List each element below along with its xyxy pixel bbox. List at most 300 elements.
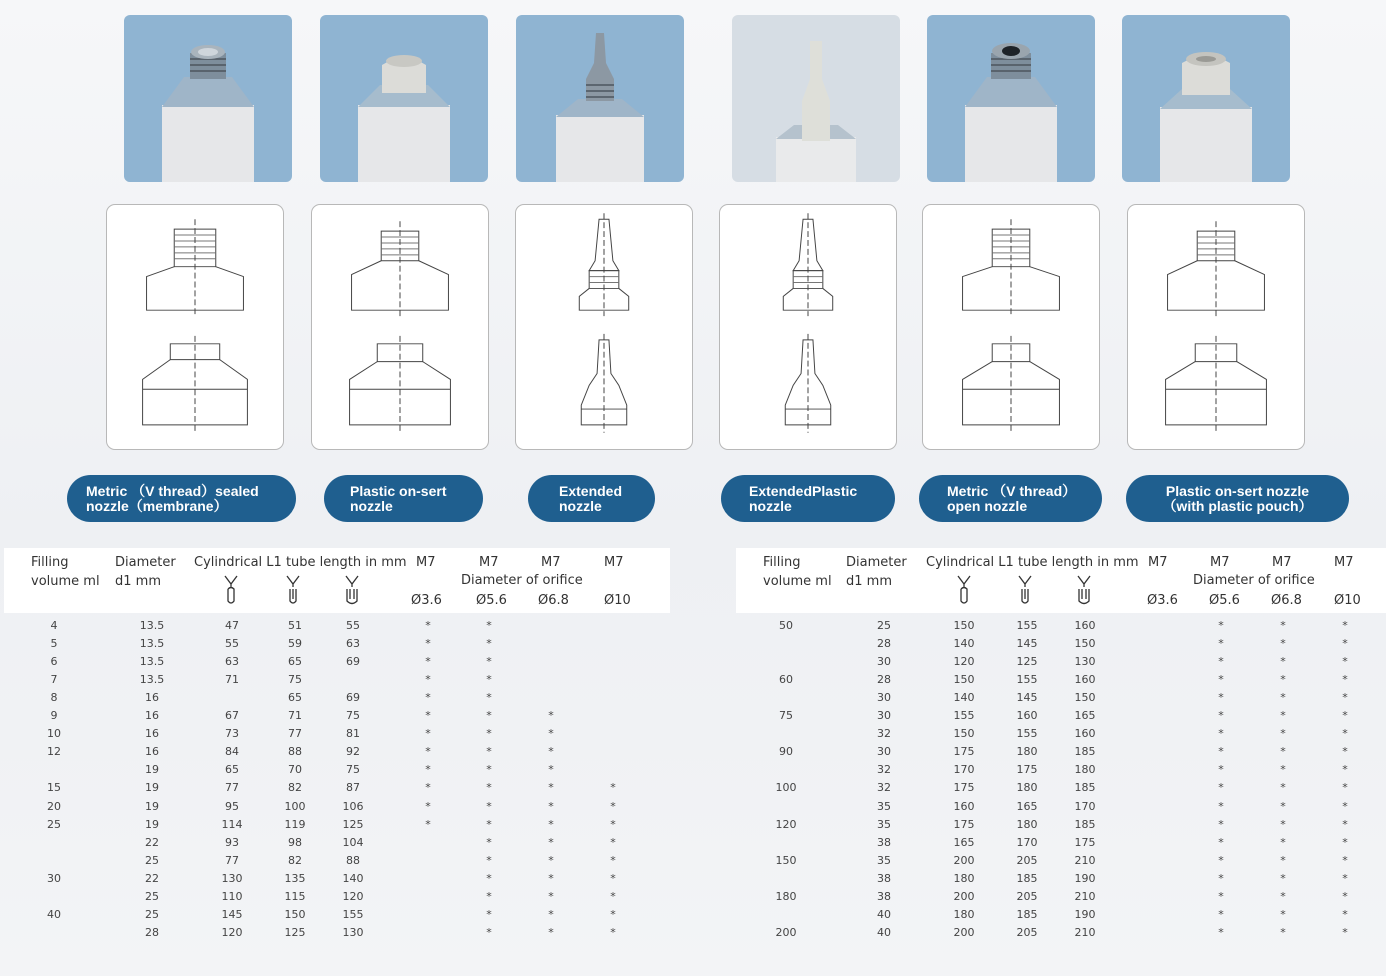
cell-length-1: 145	[221, 907, 243, 921]
cell-d68: *	[1280, 727, 1286, 741]
cell-volume: 12	[47, 745, 61, 759]
cell-length-3: 170	[1074, 799, 1096, 813]
cell-length-3: 140	[342, 871, 364, 885]
cell-length-2: 205	[1016, 889, 1038, 903]
cell-length-2: 205	[1016, 925, 1038, 939]
cell-length-3: 150	[1074, 691, 1096, 705]
cell-length-3: 125	[342, 817, 364, 831]
cell-d68: *	[548, 853, 554, 867]
table-row	[0, 852, 640, 870]
cell-length-2: 125	[284, 925, 306, 939]
cell-d56: *	[1218, 853, 1224, 867]
label-extended-plastic-nozzle[interactable]	[721, 475, 895, 522]
cell-volume: 15	[47, 781, 61, 795]
cell-length-1: 73	[225, 727, 239, 741]
cell-d68: *	[1280, 925, 1286, 939]
cell-d68: *	[548, 817, 554, 831]
header-filling: Filling	[31, 555, 69, 570]
cell-diameter: 16	[145, 709, 159, 723]
cell-d10: *	[1342, 673, 1348, 687]
photo-plastic-onsert-pouch-nozzle	[1122, 15, 1290, 182]
cell-diameter: 35	[877, 853, 891, 867]
table-row	[732, 635, 1372, 653]
cell-d68: *	[1280, 835, 1286, 849]
label-line-2: open nozzle	[947, 498, 1028, 514]
cell-d68: *	[1280, 781, 1286, 795]
header-m7: M7	[541, 555, 561, 570]
cell-length-1: 130	[221, 871, 243, 885]
table-row	[0, 834, 640, 852]
cell-length-3: 210	[1074, 925, 1096, 939]
cell-d56: *	[486, 619, 492, 632]
cell-d68: *	[1280, 889, 1286, 903]
header-d56: Ø5.6	[476, 593, 507, 608]
cell-volume: 150	[775, 853, 797, 867]
cell-length-1: 150	[953, 727, 975, 741]
cell-diameter: 30	[877, 655, 891, 669]
cell-d68: *	[1280, 763, 1286, 777]
cell-d56: *	[486, 889, 492, 903]
label-line-2: （with plastic pouch）	[1162, 498, 1313, 514]
label-line-2: nozzle	[350, 498, 393, 514]
cell-d68: *	[1280, 673, 1286, 687]
cell-d68: *	[1280, 691, 1286, 705]
clip-icon	[345, 575, 359, 605]
cell-length-3: 87	[346, 781, 360, 795]
label-line-1: Plastic on-sert nozzle	[1165, 483, 1310, 499]
table-row	[732, 924, 1372, 942]
cell-diameter: 35	[877, 817, 891, 831]
cell-d56: *	[1218, 871, 1224, 885]
cell-d68: *	[548, 925, 554, 939]
table-row	[732, 834, 1372, 852]
cell-length-2: 165	[1016, 799, 1038, 813]
cell-d56: *	[486, 727, 492, 741]
cell-d68: *	[1280, 619, 1286, 632]
cell-length-2: 135	[284, 871, 306, 885]
cell-diameter: 28	[877, 637, 891, 651]
header-filling: Filling	[763, 555, 801, 570]
header-volume: volume ml	[763, 574, 832, 589]
cell-length-1: 140	[953, 691, 975, 705]
label-line-1: Extended	[559, 483, 623, 499]
cell-length-3: 88	[346, 853, 360, 867]
cell-d68: *	[548, 727, 554, 741]
cell-length-1: 110	[221, 889, 243, 903]
cell-diameter: 32	[877, 727, 891, 741]
drawing-metric-open-nozzle	[922, 204, 1100, 450]
table-row	[732, 779, 1372, 797]
label-metric-open-nozzle[interactable]	[919, 475, 1102, 522]
header-orifice: Diameter of orifice	[1193, 573, 1315, 588]
cell-d56: *	[486, 853, 492, 867]
table-row	[0, 707, 640, 725]
cell-length-2: 88	[288, 745, 302, 759]
cell-length-3: 130	[1074, 655, 1096, 669]
cell-length-3: 160	[1074, 727, 1096, 741]
cell-volume: 5	[50, 637, 58, 651]
cell-length-1: 140	[953, 637, 975, 651]
table-row	[0, 635, 640, 653]
table-row	[0, 743, 640, 761]
cell-d10: *	[1342, 763, 1348, 777]
table-header-left	[4, 548, 670, 613]
cell-length-2: 145	[1016, 637, 1038, 651]
cell-d56: *	[486, 799, 492, 813]
cell-volume: 4	[50, 619, 58, 632]
drawing-plastic-onsert-pouch-nozzle	[1127, 204, 1305, 450]
cell-d10: *	[610, 853, 616, 867]
cell-d68: *	[548, 763, 554, 777]
cell-d10: *	[1342, 871, 1348, 885]
cell-length-3: 180	[1074, 763, 1096, 777]
cell-d10: *	[1342, 907, 1348, 921]
cell-length-1: 200	[953, 853, 975, 867]
cell-diameter: 19	[145, 781, 159, 795]
cell-length-1: 170	[953, 763, 975, 777]
header-diameter: Diameter	[846, 555, 907, 570]
header-m7: M7	[604, 555, 624, 570]
cell-volume: 200	[775, 925, 797, 939]
header-m7: M7	[1210, 555, 1230, 570]
cell-length-1: 120	[221, 925, 243, 939]
header-d1: d1 mm	[115, 574, 161, 589]
cell-length-3: 106	[342, 799, 364, 813]
cell-length-3: 185	[1074, 817, 1096, 831]
drawing-metric-sealed-nozzle	[106, 204, 284, 450]
cell-length-1: 63	[225, 655, 239, 669]
cell-length-2: 180	[1016, 781, 1038, 795]
cell-length-2: 115	[284, 889, 306, 903]
cell-d10: *	[1342, 745, 1348, 759]
cell-length-3: 190	[1074, 907, 1096, 921]
cell-d56: *	[1218, 745, 1224, 759]
cell-length-1: 175	[953, 781, 975, 795]
cell-length-2: 170	[1016, 835, 1038, 849]
drawing-extended-plastic-nozzle	[719, 204, 897, 450]
header-m7: M7	[1148, 555, 1168, 570]
cell-diameter: 13.5	[139, 673, 165, 687]
label-line-1: Plastic on-sert	[350, 483, 447, 499]
cell-d68: *	[548, 709, 554, 723]
cell-diameter: 16	[145, 691, 159, 705]
cell-diameter: 25	[145, 889, 159, 903]
cell-length-2: 65	[288, 691, 302, 705]
label-metric-sealed-nozzle[interactable]	[67, 475, 296, 522]
cell-length-2: 82	[288, 853, 302, 867]
cell-d56: *	[1218, 781, 1224, 795]
cell-d56: *	[486, 691, 492, 705]
table-row	[0, 671, 640, 689]
cell-length-3: 69	[346, 691, 360, 705]
cell-d68: *	[1280, 871, 1286, 885]
table-row	[732, 707, 1372, 725]
cell-length-2: 180	[1016, 745, 1038, 759]
cell-length-3: 210	[1074, 889, 1096, 903]
drawing-plastic-onsert-nozzle	[311, 204, 489, 450]
cell-volume: 60	[779, 673, 793, 687]
cell-d10: *	[1342, 817, 1348, 831]
cell-diameter: 38	[877, 871, 891, 885]
cell-d10: *	[1342, 799, 1348, 813]
cell-length-1: 55	[225, 637, 239, 651]
cell-diameter: 25	[145, 907, 159, 921]
header-d36: Ø3.6	[1147, 593, 1178, 608]
cell-length-3: 81	[346, 727, 360, 741]
cell-length-3: 185	[1074, 781, 1096, 795]
cell-length-2: 155	[1016, 727, 1038, 741]
cell-volume: 120	[775, 817, 797, 831]
cell-length-1: 77	[225, 781, 239, 795]
header-m7: M7	[416, 555, 436, 570]
cell-diameter: 40	[877, 925, 891, 939]
cell-length-1: 71	[225, 673, 239, 687]
cell-d56: *	[486, 745, 492, 759]
header-d36: Ø3.6	[411, 593, 442, 608]
table-row	[0, 924, 640, 942]
clip-icon	[1018, 575, 1032, 605]
cell-d56: *	[1218, 799, 1224, 813]
cell-length-3: 185	[1074, 745, 1096, 759]
table-row	[0, 653, 640, 671]
cell-d56: *	[1218, 691, 1224, 705]
table-row	[732, 761, 1372, 779]
drawing-extended-nozzle	[515, 204, 693, 450]
cell-volume: 7	[50, 673, 58, 687]
header-d10: Ø10	[1334, 593, 1361, 608]
photo-plastic-onsert-nozzle	[320, 15, 488, 182]
photo-extended-nozzle	[516, 15, 684, 182]
header-m7: M7	[1272, 555, 1292, 570]
cell-d36: *	[425, 727, 431, 741]
cell-length-1: 77	[225, 853, 239, 867]
cell-volume: 50	[779, 619, 793, 632]
cell-d68: *	[1280, 637, 1286, 651]
cell-d10: *	[1342, 655, 1348, 669]
cell-d10: *	[610, 799, 616, 813]
cell-length-2: 175	[1016, 763, 1038, 777]
label-extended-nozzle[interactable]	[528, 475, 655, 522]
cell-d56: *	[1218, 925, 1224, 939]
cell-d56: *	[486, 655, 492, 669]
cell-length-1: 84	[225, 745, 239, 759]
cell-diameter: 19	[145, 817, 159, 831]
cell-d36: *	[425, 637, 431, 651]
table-row	[732, 689, 1372, 707]
cell-d56: *	[486, 709, 492, 723]
header-d10: Ø10	[604, 593, 631, 608]
table-row	[0, 870, 640, 888]
cell-diameter: 19	[145, 763, 159, 777]
cell-length-1: 150	[953, 619, 975, 632]
cell-d10: *	[610, 907, 616, 921]
table-header-right	[736, 548, 1386, 613]
table-row	[732, 743, 1372, 761]
cell-d10: *	[1342, 925, 1348, 939]
cell-length-3: 55	[346, 619, 360, 632]
cell-diameter: 22	[145, 835, 159, 849]
table-row	[732, 888, 1372, 906]
header-d68: Ø6.8	[538, 593, 569, 608]
cell-d56: *	[486, 817, 492, 831]
photo-metric-sealed-nozzle	[124, 15, 292, 182]
cell-length-2: 75	[288, 673, 302, 687]
cell-d68: *	[1280, 709, 1286, 723]
cell-d68: *	[548, 871, 554, 885]
cell-length-2: 100	[284, 799, 306, 813]
cell-diameter: 32	[877, 763, 891, 777]
cell-d36: *	[425, 655, 431, 669]
header-d1: d1 mm	[846, 574, 892, 589]
cell-length-1: 175	[953, 817, 975, 831]
cell-d10: *	[610, 835, 616, 849]
table-row	[732, 852, 1372, 870]
cell-length-3: 210	[1074, 853, 1096, 867]
cell-length-3: 160	[1074, 619, 1096, 632]
table-row	[732, 617, 1372, 635]
cell-d10: *	[1342, 853, 1348, 867]
cell-volume: 100	[775, 781, 797, 795]
cell-length-2: 185	[1016, 871, 1038, 885]
cell-length-2: 119	[284, 817, 306, 831]
cell-length-3: 63	[346, 637, 360, 651]
table-row	[732, 870, 1372, 888]
cell-volume: 8	[50, 691, 58, 705]
header-volume: volume ml	[31, 574, 100, 589]
header-d56: Ø5.6	[1209, 593, 1240, 608]
cell-volume: 40	[47, 907, 61, 921]
cell-d68: *	[548, 781, 554, 795]
cell-d10: *	[1342, 727, 1348, 741]
table-row	[0, 725, 640, 743]
cell-length-1: 155	[953, 709, 975, 723]
cell-length-3: 155	[342, 907, 364, 921]
cell-d68: *	[1280, 799, 1286, 813]
cell-d36: *	[425, 763, 431, 777]
cell-length-3: 69	[346, 655, 360, 669]
label-plastic-onsert-pouch-nozzle[interactable]	[1126, 475, 1349, 522]
cell-volume: 9	[50, 709, 58, 723]
cell-d56: *	[1218, 655, 1224, 669]
cell-diameter: 13.5	[139, 655, 165, 669]
cell-length-1: 150	[953, 673, 975, 687]
cell-diameter: 30	[877, 745, 891, 759]
cell-diameter: 22	[145, 871, 159, 885]
cell-length-1: 67	[225, 709, 239, 723]
cell-diameter: 13.5	[139, 637, 165, 651]
cell-diameter: 32	[877, 781, 891, 795]
cell-d36: *	[425, 709, 431, 723]
clip-icon	[286, 575, 300, 605]
cell-length-2: 155	[1016, 619, 1038, 632]
cell-length-1: 120	[953, 655, 975, 669]
cell-length-2: 145	[1016, 691, 1038, 705]
cell-d68: *	[1280, 655, 1286, 669]
photo-metric-open-nozzle	[927, 15, 1095, 182]
cell-diameter: 38	[877, 835, 891, 849]
cell-length-3: 160	[1074, 673, 1096, 687]
cell-length-2: 160	[1016, 709, 1038, 723]
table-row	[732, 798, 1372, 816]
cell-diameter: 13.5	[139, 619, 165, 632]
label-line-2: nozzle	[559, 498, 602, 514]
cell-d56: *	[486, 637, 492, 651]
cell-length-1: 65	[225, 763, 239, 777]
cell-length-3: 165	[1074, 709, 1096, 723]
cell-d10: *	[610, 817, 616, 831]
cell-length-2: 125	[1016, 655, 1038, 669]
cell-d56: *	[486, 673, 492, 687]
table-row	[0, 816, 640, 834]
cell-length-2: 70	[288, 763, 302, 777]
cell-d56: *	[1218, 619, 1224, 632]
cell-d36: *	[425, 691, 431, 705]
cell-d10: *	[1342, 835, 1348, 849]
cell-length-2: 71	[288, 709, 302, 723]
cell-d10: *	[1342, 781, 1348, 795]
cell-d56: *	[1218, 889, 1224, 903]
cell-volume: 20	[47, 799, 61, 813]
cell-d56: *	[486, 781, 492, 795]
cell-length-1: 114	[221, 817, 243, 831]
header-diameter: Diameter	[115, 555, 176, 570]
table-row	[732, 816, 1372, 834]
cell-length-2: 185	[1016, 907, 1038, 921]
cell-length-2: 82	[288, 781, 302, 795]
cell-length-1: 175	[953, 745, 975, 759]
cell-d56: *	[486, 925, 492, 939]
table-row	[732, 671, 1372, 689]
cell-length-3: 130	[342, 925, 364, 939]
cell-d68: *	[1280, 907, 1286, 921]
cell-length-2: 59	[288, 637, 302, 651]
header-cylindrical-length: Cylindrical L1 tube length in mm	[926, 555, 1139, 570]
table-row	[0, 761, 640, 779]
label-line-2: nozzle	[749, 498, 792, 514]
cell-d10: *	[1342, 691, 1348, 705]
cell-volume: 90	[779, 745, 793, 759]
cell-diameter: 40	[877, 907, 891, 921]
cell-length-1: 180	[953, 871, 975, 885]
cell-diameter: 25	[145, 853, 159, 867]
cell-d56: *	[1218, 907, 1224, 921]
cell-length-1: 93	[225, 835, 239, 849]
cell-diameter: 28	[877, 673, 891, 687]
cell-diameter: 35	[877, 799, 891, 813]
table-row	[0, 617, 640, 635]
cell-volume: 10	[47, 727, 61, 741]
table-row	[0, 689, 640, 707]
cell-d68: *	[548, 799, 554, 813]
label-line-1: Metric （V thread）sealed	[86, 483, 259, 499]
cell-d56: *	[1218, 709, 1224, 723]
cell-diameter: 30	[877, 709, 891, 723]
cell-d10: *	[610, 871, 616, 885]
cell-length-2: 51	[288, 619, 302, 632]
cell-d36: *	[425, 781, 431, 795]
cell-d36: *	[425, 745, 431, 759]
cell-d10: *	[1342, 637, 1348, 651]
cell-d68: *	[1280, 853, 1286, 867]
label-plastic-onsert-nozzle[interactable]	[324, 475, 483, 522]
cell-diameter: 16	[145, 727, 159, 741]
cell-length-1: 160	[953, 799, 975, 813]
cell-d56: *	[1218, 673, 1224, 687]
table-row	[0, 888, 640, 906]
cell-d68: *	[548, 907, 554, 921]
table-row	[732, 725, 1372, 743]
cell-length-2: 205	[1016, 853, 1038, 867]
